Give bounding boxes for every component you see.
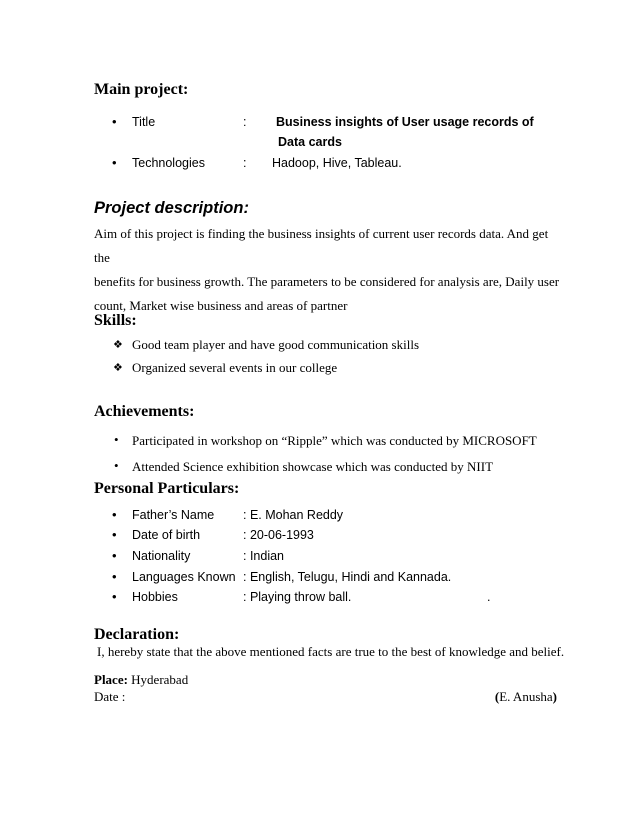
bullet: •	[112, 569, 117, 584]
project-description-heading: Project description:	[94, 199, 249, 217]
signature-open-paren: (	[494, 689, 500, 704]
nationality-label: Nationality	[132, 549, 191, 563]
fathers-name-value: : E. Mohan Reddy	[243, 508, 344, 522]
place-line	[94, 672, 188, 688]
bullet: •	[114, 432, 119, 447]
technologies-separator: :	[243, 156, 247, 170]
description-line: Aim of this project is finding the business insights of current user records data. And get the	[94, 226, 549, 265]
languages-label: Languages Known	[132, 570, 236, 584]
declaration-heading: Declaration:	[94, 626, 180, 643]
main-project-heading: Main project:	[94, 81, 189, 98]
description-line: count, Market wise business and areas of partner	[94, 298, 348, 313]
bullet: •	[112, 155, 117, 170]
hobbies-label: Hobbies	[132, 590, 178, 604]
title-value-line1: Business insights of User usage records of	[276, 115, 534, 129]
technologies-label: Technologies	[132, 156, 205, 170]
nationality-value: : Indian	[243, 549, 285, 563]
title-separator: :	[243, 115, 247, 129]
diamond-bullet-icon: ❖	[113, 362, 123, 374]
place-value: Hyderabad	[127, 672, 189, 687]
achievements-heading: Achievements:	[94, 403, 195, 420]
signature-close-paren: )	[552, 689, 557, 704]
declaration-text: I, hereby state that the above mentioned facts are true to the best of knowledge and belief.	[97, 644, 565, 659]
hobbies-trailing-mark: .	[487, 590, 491, 604]
bullet: •	[112, 548, 117, 563]
diamond-bullet-icon: ❖	[113, 339, 123, 351]
bullet: •	[114, 458, 119, 473]
skills-heading: Skills:	[94, 312, 137, 329]
skill-item: Organized several events in our college	[132, 360, 338, 375]
bullet: •	[112, 507, 117, 522]
skill-item: Good team player and have good communication skills	[132, 337, 420, 352]
fathers-name-label: Father’s Name	[132, 508, 215, 522]
date-of-birth-label: Date of birth	[132, 528, 201, 542]
bullet: •	[112, 589, 117, 604]
achievement-item: Participated in workshop on “Ripple” which was conducted by MICROSOFT	[132, 433, 537, 448]
signature	[495, 689, 557, 705]
place-label: Place:	[94, 672, 128, 687]
title-label: Title	[132, 115, 156, 129]
description-line: benefits for business growth. The parameters to be considered for analysis are, Daily user	[94, 274, 560, 289]
project-description-text	[94, 222, 564, 318]
bullet: •	[112, 114, 117, 129]
signature-name: E. Anusha	[499, 689, 553, 704]
date-label: Date :	[94, 689, 126, 704]
bullet: •	[112, 527, 117, 542]
languages-value: : English, Telugu, Hindi and Kannada.	[243, 570, 452, 584]
personal-particulars-heading: Personal Particulars:	[94, 480, 240, 497]
title-value-line2: Data cards	[278, 135, 342, 149]
technologies-value: Hadoop, Hive, Tableau.	[272, 156, 402, 170]
achievement-item: Attended Science exhibition showcase which was conducted by NIIT	[132, 459, 494, 474]
hobbies-value: : Playing throw ball.	[243, 590, 352, 604]
date-of-birth-value: : 20-06-1993	[243, 528, 314, 542]
